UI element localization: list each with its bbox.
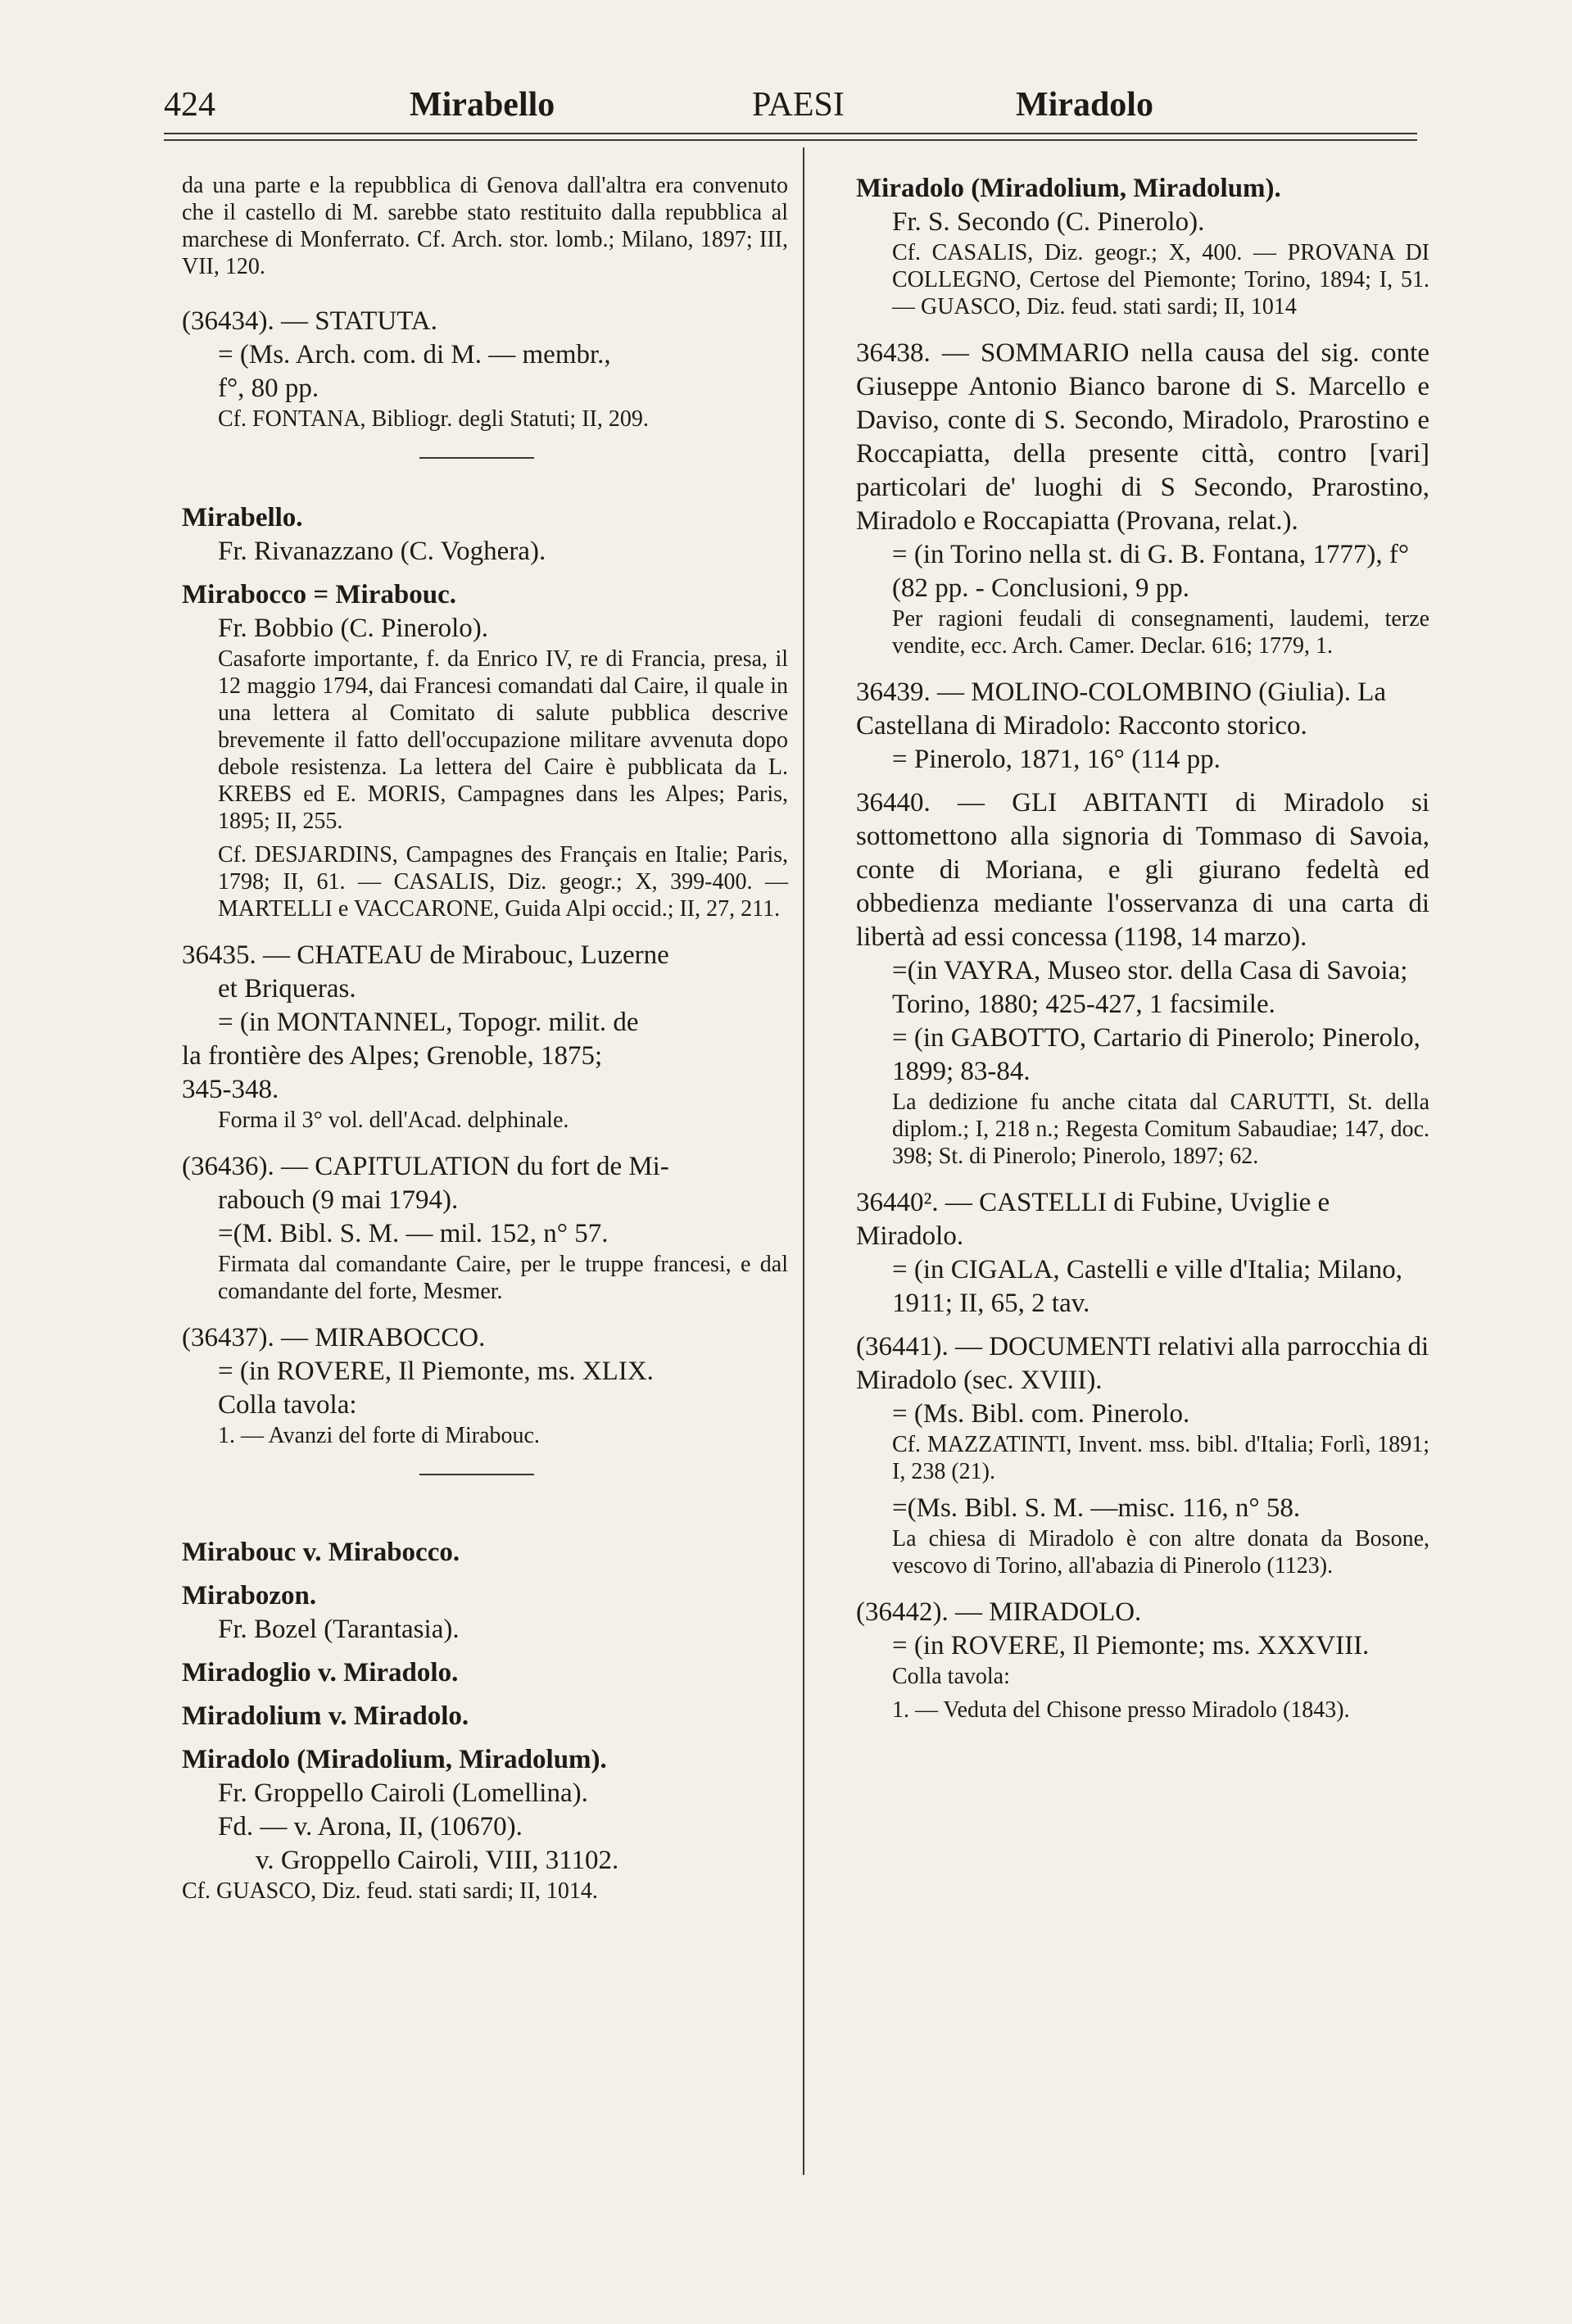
entry-36439: 36439. — MOLINO-COLOMBINO (Giulia). La Castellana di Miradolo: Racconto storico. <box>856 677 1387 741</box>
entry-36440-source-b: = (in GABOTTO, Cartario di Pinerolo; Pinerolo, 1899; 83-84. <box>892 1023 1420 1086</box>
miradolo-right-fraction: Fr. S. Secondo (C. Pinerolo). <box>892 207 1205 237</box>
entry-36434-title: (36434). — STATUTA. <box>182 306 437 336</box>
entry-36434-format: f°, 80 pp. <box>218 374 319 403</box>
entry-36436-date: rabouch (9 mai 1794). <box>218 1185 459 1215</box>
entry-36439-source: = Pinerolo, 1871, 16° (114 pp. <box>892 745 1221 774</box>
miradolo-right-cf: Cf. CASALIS, Diz. geogr.; X, 400. — PROVANA DI COLLEGNO, Certose del Piemonte; Torino, 1894; I, 51. — GUASCO, Diz. feud. stati sardi; II, 1014 <box>892 240 1429 319</box>
entry-36440-2: 36440². — CASTELLI di Fubine, Uviglie e Miradolo. <box>856 1188 1330 1251</box>
header-rule-bottom <box>164 139 1417 141</box>
entry-36440-2-source: = (in CIGALA, Castelli e ville d'Italia; Milano, 1911; II, 65, 2 tav. <box>892 1255 1403 1318</box>
miradolo-fd: Fd. — v. Arona, II, (10670). <box>218 1812 523 1842</box>
headword-mirabouc: Mirabouc v. Mirabocco. <box>182 1538 460 1567</box>
paragraph: da una parte e la repubblica di Genova dall'altra era convenuto che il castello di M. sarebbe stato restituito dalla repubblica al marchese di Monferrato. Cf. Arch. stor. lomb.; Milano, 1897; III, VII, 120. <box>182 173 788 279</box>
entry-36441-source-b: =(Ms. Bibl. S. M. —misc. 116, n° 58. <box>892 1493 1301 1523</box>
entry-36436-note: Firmata dal comandante Caire, per le truppe francesi, e dal comandante del forte, Mesmer. <box>218 1252 788 1304</box>
entry-36434-cf: Cf. FONTANA, Bibliogr. degli Statuti; II, 209. <box>218 406 649 432</box>
entry-36437-tavola: Colla tavola: <box>218 1390 357 1420</box>
headword-miradolium: Miradolium v. Miradolo. <box>182 1701 469 1731</box>
entry-36441-note: La chiesa di Miradolo è con altre donata da Bosone, vescovo di Torino, all'abazia di Pinerolo (1123). <box>892 1526 1429 1579</box>
page-number: 424 <box>164 86 215 124</box>
entry-36442-tavola: Colla tavola: <box>892 1664 1010 1689</box>
mirabozon-fraction: Fr. Bozel (Tarantasia). <box>218 1615 460 1644</box>
entry-36435-note: Forma il 3° vol. dell'Acad. delphinale. <box>218 1108 569 1133</box>
mirabello-fraction: Fr. Rivanazzano (C. Voghera). <box>218 537 546 566</box>
mirabocco-cf: Cf. DESJARDINS, Campagnes des Français en Italie; Paris, 1798; II, 61. — CASALIS, Diz. geogr.; X, 399-400. — MARTELLI e VACCARONE, Guida Alpi occid.; II, 27, 211. <box>218 842 788 922</box>
entry-36441-cf: Cf. MAZZATINTI, Invent. mss. bibl. d'Italia; Forlì, 1891; I, 238 (21). <box>892 1432 1429 1484</box>
page-header <box>164 80 1417 129</box>
entry-36440: 36440. — GLI ABITANTI di Miradolo si sottomettono alla signoria di Tommaso di Savoia, conte di Moriana, e gli giurano fedeltà ed obbedienza mediante l'osservanza di una carta di libertà ad essi concessa (1198, 14 marzo). <box>856 788 1429 952</box>
entry-36442: (36442). — MIRADOLO. <box>856 1597 1142 1627</box>
entry-36438-source: = (in Torino nella st. di G. B. Fontana, 1777), f° (82 pp. - Conclusioni, 9 pp. <box>892 540 1410 603</box>
entry-36441: (36441). — DOCUMENTI relativi alla parrocchia di Miradolo (sec. XVIII). <box>856 1332 1429 1395</box>
entry-36438-note: Per ragioni feudali di consegnamenti, laudemi, terze vendite, ecc. Arch. Camer. Declar. 616; 1779, 1. <box>892 606 1429 659</box>
miradolo-cf: Cf. GUASCO, Diz. feud. stati sardi; II, 1014. <box>182 1878 598 1904</box>
entry-36436-source: =(M. Bibl. S. M. — mil. 152, n° 57. <box>218 1219 609 1248</box>
headword-miradolo: Miradolo (Miradolium, Miradolum). <box>182 1745 607 1774</box>
entry-36435-source-cont: la frontière des Alpes; Grenoble, 1875; <box>182 1041 603 1071</box>
entry-36435-source: = (in MONTANNEL, Topogr. milit. de <box>218 1008 639 1037</box>
entry-36438: 36438. — SOMMARIO nella causa del sig. conte Giuseppe Antonio Bianco barone di S. Marcello e Daviso, conte di S. Secondo, Miradolo, Prarostino e Roccapiatta, della presente città, contro [vari] particolari de' luoghi di S Secondo, Prarostino, Miradolo e Roccapiatta (Provana, relat.). <box>856 338 1429 536</box>
section-separator <box>419 457 534 459</box>
column-divider <box>803 147 804 2175</box>
right-column <box>856 172 1429 1730</box>
entry-36436-title: (36436). — CAPITULATION du fort de Mi- <box>182 1152 669 1181</box>
entry-36435-title: 36435. — CHATEAU de Mirabouc, Luzerne <box>182 940 669 970</box>
headword-mirabocco: Mirabocco = Mirabouc. <box>182 580 456 609</box>
entry-36442-plate: 1. — Veduta del Chisone presso Miradolo (1843). <box>892 1697 1350 1723</box>
mirabocco-fraction: Fr. Bobbio (C. Pinerolo). <box>218 614 489 643</box>
entry-36437-plate: 1. — Avanzi del forte di Mirabouc. <box>218 1423 540 1448</box>
headword-miradolo-right: Miradolo (Miradolium, Miradolum). <box>856 174 1281 203</box>
headword-mirabello: Mirabello. <box>182 503 303 532</box>
running-head-center: PAESI <box>752 86 845 124</box>
section-separator <box>419 1474 534 1475</box>
entry-36437-title: (36437). — MIRABOCCO. <box>182 1323 486 1352</box>
running-head-left: Mirabello <box>410 86 555 124</box>
header-rule-top <box>164 133 1417 134</box>
entry-36442-source: = (in ROVERE, Il Piemonte; ms. XXXVIII. <box>892 1631 1370 1660</box>
entry-36435-line: et Briqueras. <box>218 974 356 1003</box>
entry-36437-source: = (in ROVERE, Il Piemonte, ms. XLIX. <box>218 1357 654 1386</box>
headword-mirabozon: Mirabozon. <box>182 1581 317 1610</box>
miradolo-ref: v. Groppello Cairoli, VIII, 31102. <box>256 1846 619 1875</box>
mirabocco-description: Casaforte importante, f. da Enrico IV, re di Francia, presa, il 12 maggio 1794, dai Francesi comandati dal Caire, il quale in una lettera al Comitato di salute pubblica descrive brevemente il fatto dell'occupazione militare avvenuta dopo debole resistenza. La lettera del Caire è pubblicata da L. KREBS ed E. MORIS, Campagnes dans les Alpes; Paris, 1895; II, 255. <box>218 646 788 834</box>
entry-36440-source-a: =(in VAYRA, Museo stor. della Casa di Savoia; Torino, 1880; 425-427, 1 facsimile. <box>892 956 1408 1019</box>
entry-36441-source-a: = (Ms. Bibl. com. Pinerolo. <box>892 1399 1190 1429</box>
running-head-right: Miradolo <box>1016 86 1153 124</box>
entry-36440-note: La dedizione fu anche citata dal CARUTTI, St. della diplom.; I, 218 n.; Regesta Comitum Sabaudiae; 147, doc. 398; St. di Pinerolo; Pinerolo, 1897; 62. <box>892 1090 1429 1169</box>
left-column <box>182 172 788 1911</box>
entry-36434-source: = (Ms. Arch. com. di M. — membr., <box>218 340 611 369</box>
miradolo-fraction: Fr. Groppello Cairoli (Lomellina). <box>218 1778 588 1808</box>
headword-miradoglio: Miradoglio v. Miradolo. <box>182 1658 459 1688</box>
entry-36435-pages: 345-348. <box>182 1075 279 1104</box>
